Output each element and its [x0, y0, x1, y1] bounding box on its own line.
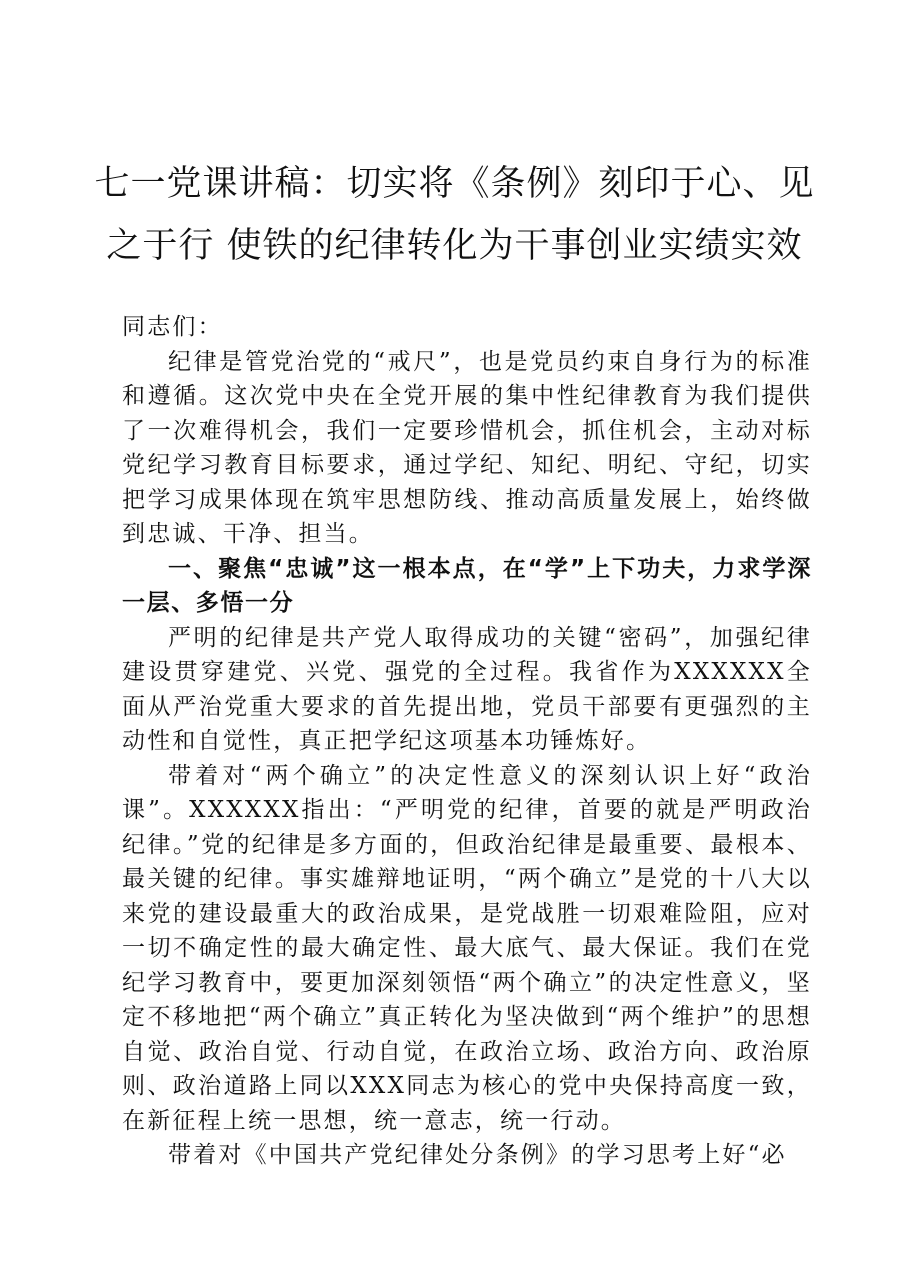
paragraph: 带着对“两个确立”的决定性意义的深刻认识上好“政治课”。XXXXXX指出：“严明党的纪律，首要的就是严明政治纪律。”党的纪律是多方面的，但政治纪律是最重要、最根本、最关键的纪律。事实雄辩地证明，“两个确立”是党的十八大以来党的建设最重大的政治成果，是党战胜一切艰难险阻，应对一切不确定性的最大确定性、最大底气、最大保证。我们在党纪学习教育中，要更加深刻领悟“两个确立”的决定性意义，坚定不移地把“两个确立”真正转化为坚决做到“两个维护”的思想自觉、政治自觉、行动自觉，在政治立场、政治方向、政治原则、政治道路上同以XXX同志为核心的党中央保持高度一致，在新征程上统一思想，统一意志，统一行动。: [122, 762, 812, 1134]
document-title-line-1: 七一党课讲稿：切实将《条例》刻印于心、见: [94, 164, 815, 204]
document-body: [122, 310, 812, 1173]
paragraph: 带着对《中国共产党纪律处分条例》的学习思考上好“必: [168, 1142, 787, 1168]
paragraph: 严明的纪律是共产党人取得成功的关键“密码”，加强纪律建设贯穿建党、兴党、强党的全过程。我省作为XXXXXX全面从严治党重大要求的首先提出地，党员干部要有更强烈的主动性和自觉性，真正把学纪这项基本功锤炼好。: [122, 624, 812, 754]
section-heading-1: 一、聚焦“忠诚”这一根本点，在“学”上下功夫，力求学深一层、多悟一分: [122, 555, 812, 616]
paragraph-intro: 纪律是管党治党的“戒尺”，也是党员约束自身行为的标准和遵循。这次党中央在全党开展的集中性纪律教育为我们提供了一次难得机会，我们一定要珍惜机会，抓住机会，主动对标党纪学习教育目标要求，通过学纪、知纪、明纪、守纪，切实把学习成果体现在筑牢思想防线、推动高质量发展上，始终做到忠诚、干净、担当。: [122, 348, 812, 547]
greeting: 同志们：: [122, 314, 223, 340]
document-title-line-2: 之于行 使铁的纪律转化为干事创业实绩实效: [106, 226, 803, 266]
